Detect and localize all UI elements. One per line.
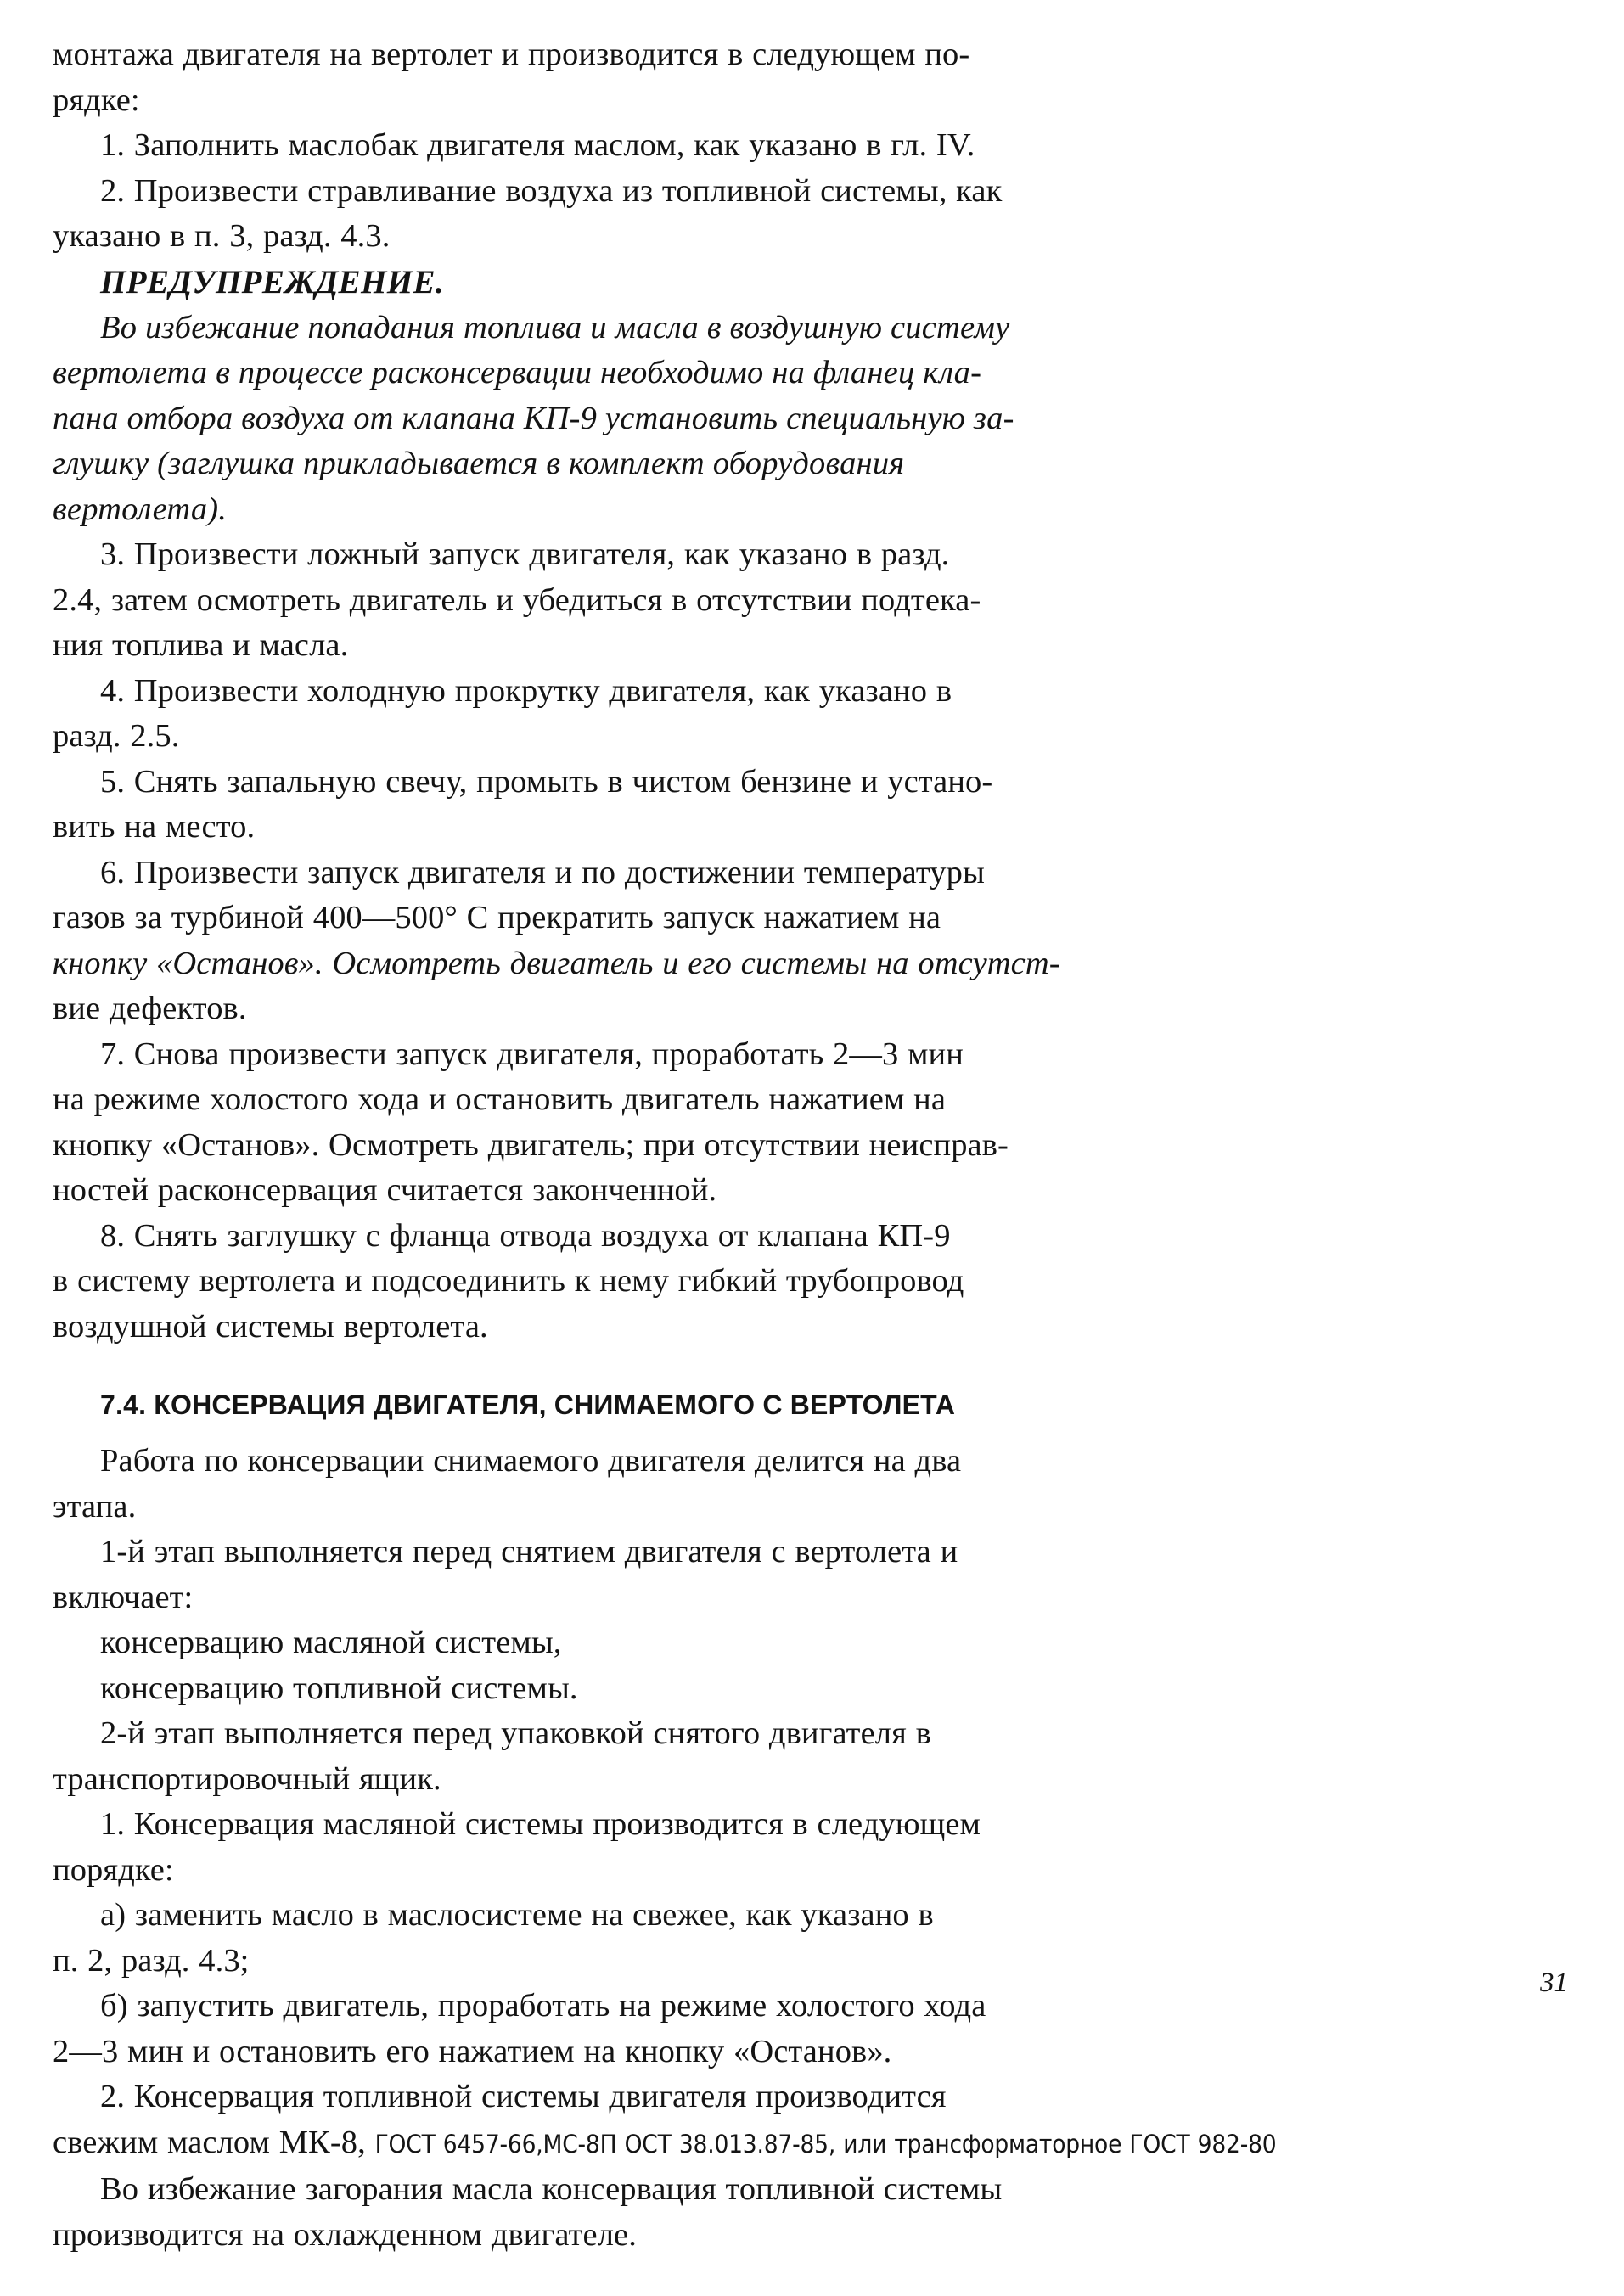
paragraph-sub-oil-system: консервацию масляной системы, bbox=[100, 1625, 562, 1660]
list-item-2-line2: указано в п. 3, разд. 4.3. bbox=[53, 218, 391, 254]
paragraph-stage2-line2: транспортировочный ящик. bbox=[53, 1760, 441, 1797]
list-item-1: 1. Заполнить маслобак двигателя маслом, как указано в гл. IV. bbox=[100, 127, 975, 163]
paragraph-stage1-line1: 1-й этап выполняется перед снятием двигателя с вертолета и bbox=[100, 1534, 958, 1569]
list-item-6-italic-run: кнопку «Останов». Осмотреть двигатель и его системы на отсутст- bbox=[53, 945, 1060, 981]
paragraph-cons1-line2: порядке: bbox=[53, 1851, 174, 1888]
list-item-7-line4: ностей расконсервация считается законченной. bbox=[53, 1172, 717, 1208]
paragraph-sub-fuel-system: консервацию топливной системы. bbox=[100, 1670, 578, 1706]
list-item-6-line2: газов за турбиной 400—500° С прекратить запуск нажатием на bbox=[53, 900, 941, 935]
paragraph-stage2-line1: 2-й этап выполняется перед упаковкой снятого двигателя в bbox=[100, 1715, 931, 1751]
paragraph-cons1-line1: 1. Консервация масляной системы производится в следующем bbox=[100, 1806, 981, 1842]
list-item-5-line2: вить на место. bbox=[53, 809, 256, 845]
list-item-7-line1: 7. Снова произвести запуск двигателя, проработать 2—3 мин bbox=[100, 1036, 964, 1072]
paragraph-fuel-cons-line2 bbox=[53, 2120, 1572, 2168]
list-item-3-line1: 3. Произвести ложный запуск двигателя, как указано в разд. bbox=[100, 536, 950, 572]
list-item-4-line1: 4. Произвести холодную прокрутку двигателя, как указано в bbox=[100, 672, 952, 709]
warning-heading: ПРЕДУПРЕЖДЕНИЕ. bbox=[100, 263, 445, 300]
list-item-6-line3 bbox=[53, 941, 1572, 987]
list-item-3-line2: 2.4, затем осмотреть двигатель и убедиться в отсутствии подтека- bbox=[53, 581, 981, 618]
paragraph-sub-a-line1: а) заменить масло в маслосистеме на свежее, как указано в bbox=[100, 1897, 934, 1933]
section-heading-7-4: 7.4. КОНСЕРВАЦИЯ ДВИГАТЕЛЯ, СНИМАЕМОГО С ВЕРТОЛЕТА bbox=[100, 1389, 956, 1420]
warning-line-4: глушку (заглушка прикладывается в комплект оборудования bbox=[53, 446, 905, 481]
spacer-after-section-heading bbox=[53, 1425, 1572, 1439]
warning-line-5: вертолета). bbox=[53, 491, 228, 527]
list-item-2-line1: 2. Произвести стравливание воздуха из топливной системы, как bbox=[100, 172, 1003, 209]
paragraph-sub-b-line1: б) запустить двигатель, проработать на режиме холостого хода bbox=[100, 1988, 986, 2024]
paragraph-intro-line2: рядке: bbox=[53, 81, 140, 118]
page-number: 31 bbox=[1540, 1968, 1568, 1998]
fuel-oil-grade-text: свежим маслом МК-8, bbox=[53, 2124, 375, 2160]
list-item-3-line3: ния топлива и масла. bbox=[53, 627, 349, 663]
list-item-8-line2: в систему вертолета и подсоединить к нему гибкий трубопровод bbox=[53, 1263, 964, 1299]
paragraph-work-line2: этапа. bbox=[53, 1488, 137, 1524]
list-item-8-line3: воздушной системы вертолета. bbox=[53, 1308, 488, 1344]
list-item-8-line1: 8. Снять заглушку с фланца отвода воздуха от клапана КП-9 bbox=[100, 1217, 951, 1254]
paragraph-work-line1: Работа по консервации снимаемого двигателя делится на два bbox=[100, 1443, 962, 1479]
warning-line-1: Во избежание попадания топлива и масла в воздушную систему bbox=[100, 309, 1010, 345]
warning-line-2: вертолета в процессе расконсервации необходимо на фланец кла- bbox=[53, 355, 982, 390]
paragraph-intro: монтажа двигателя на вертолет и производится в следующем по- bbox=[53, 36, 970, 72]
warning-line-3: пана отбора воздуха от клапана КП-9 установить специальную за- bbox=[53, 400, 1014, 436]
paragraph-sub-a-line2: п. 2, разд. 4.3; bbox=[53, 1942, 250, 1979]
page-content bbox=[53, 32, 1572, 2258]
list-item-4-line2: разд. 2.5. bbox=[53, 718, 180, 754]
list-item-7-line3: кнопку «Останов». Осмотреть двигатель; при отсутствии неисправ- bbox=[53, 1126, 1009, 1163]
spacer-before-section-heading bbox=[53, 1350, 1572, 1384]
list-item-7-line2: на режиме холостого хода и остановить двигатель нажатием на bbox=[53, 1081, 947, 1117]
paragraph-fuel-cons-line1: 2. Консервация топливной системы двигателя производится bbox=[100, 2079, 947, 2114]
paragraph-closing-line2: производится на охлажденном двигателе. bbox=[53, 2216, 637, 2253]
gost-standards-annotation: ГОСТ 6457-66,МС-8П ОСТ 38.013.87-85, или трансформаторное ГОСТ 982-80 bbox=[374, 2129, 1277, 2158]
paragraph-stage1-line2: включает: bbox=[53, 1579, 194, 1615]
list-item-6-line1: 6. Произвести запуск двигателя и по достижении температуры bbox=[100, 854, 985, 890]
paragraph-closing-line1: Во избежание загорания масла консервация топливной системы bbox=[100, 2171, 1003, 2207]
paragraph-sub-b-line2: 2—3 мин и остановить его нажатием на кнопку «Останов». bbox=[53, 2033, 892, 2069]
list-item-6-line4: вие дефектов. bbox=[53, 991, 247, 1026]
list-item-5-line1: 5. Снять запальную свечу, промыть в чистом бензине и устано- bbox=[100, 763, 993, 800]
